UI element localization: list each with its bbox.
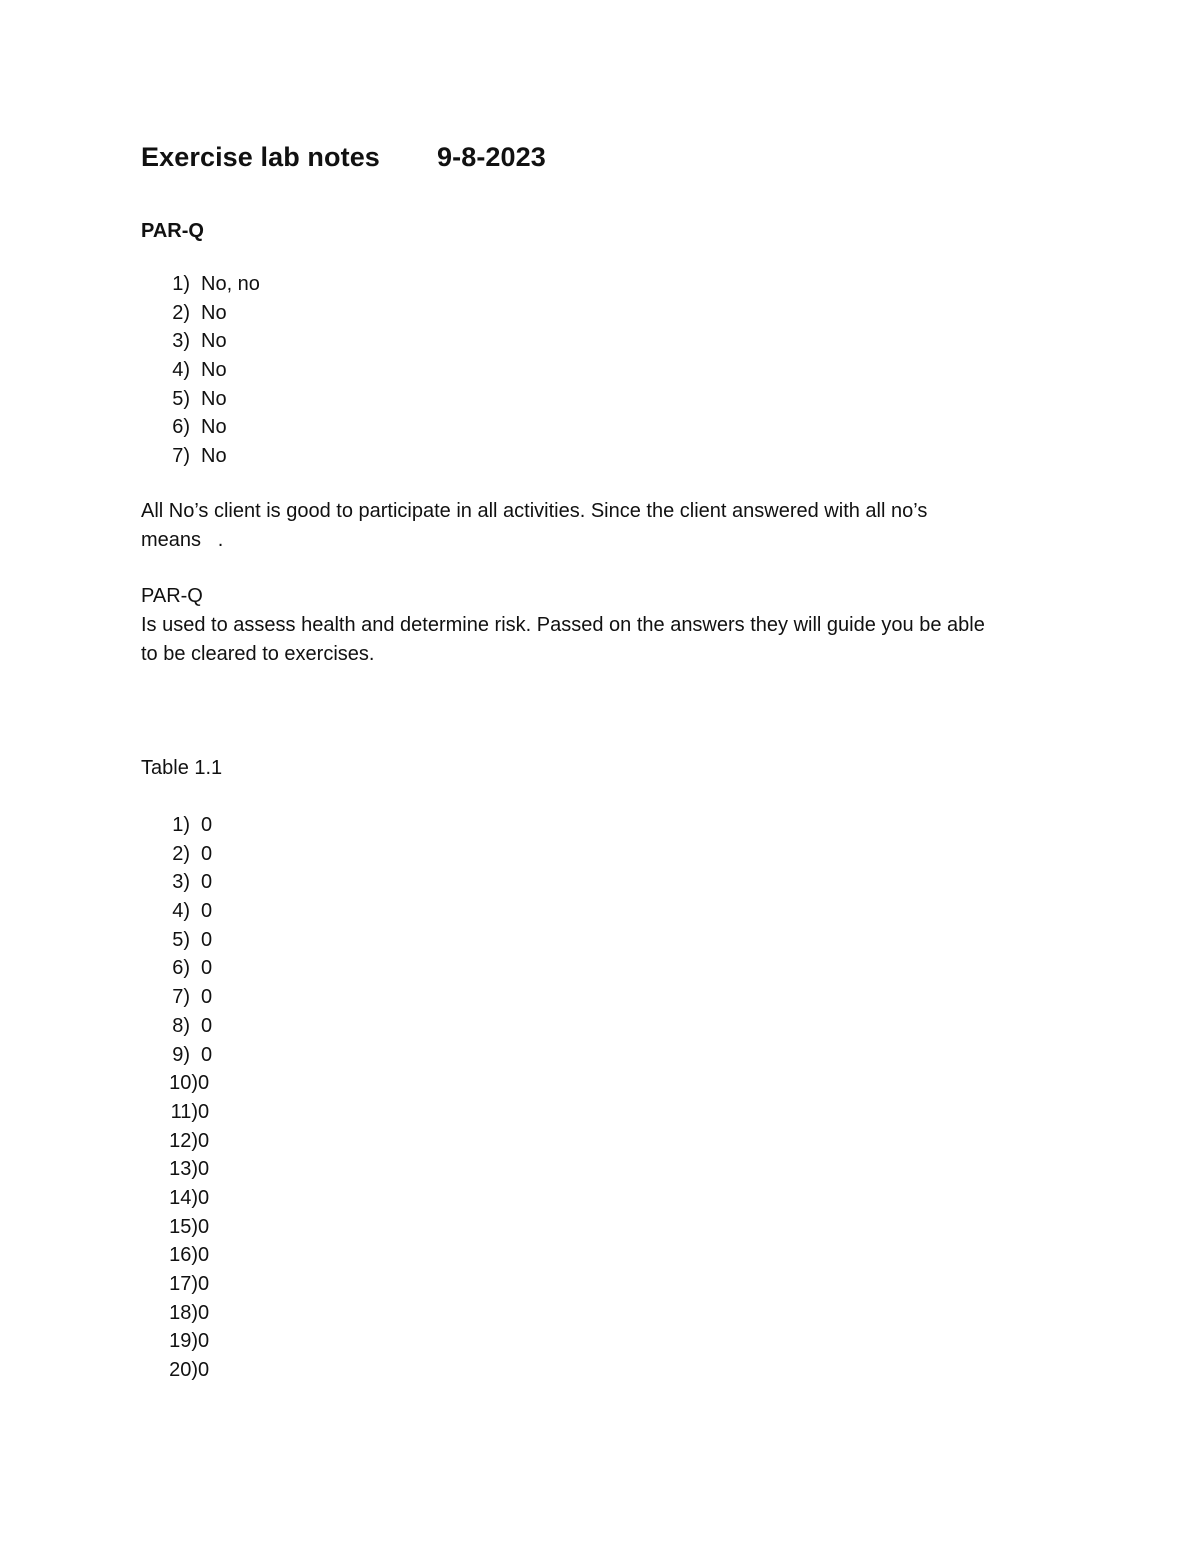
list-text: 0 bbox=[201, 814, 213, 837]
list-number: 17) bbox=[169, 1273, 198, 1296]
list-text: No bbox=[201, 330, 227, 353]
parq-description-line-2: to be cleared to exercises. bbox=[141, 642, 375, 665]
list-item bbox=[141, 811, 1071, 840]
list-text: 0 bbox=[201, 842, 213, 865]
list-item bbox=[141, 1098, 1071, 1127]
list-number: 12) bbox=[169, 1129, 198, 1152]
list-text: 0 bbox=[201, 1014, 213, 1037]
list-item bbox=[141, 299, 1071, 328]
list-item bbox=[141, 983, 1071, 1012]
list-text: No bbox=[201, 445, 227, 468]
summary-line-1: All No’s client is good to participate in all activities. Since the client answered with all no’s bbox=[141, 499, 928, 522]
list-item bbox=[141, 1270, 1071, 1299]
list-number: 2) bbox=[172, 842, 190, 865]
list-number: 20) bbox=[169, 1359, 198, 1382]
list-item bbox=[141, 897, 1071, 926]
list-text: 0 bbox=[198, 1273, 210, 1296]
list-number: 14) bbox=[169, 1186, 198, 1209]
list-text: 0 bbox=[198, 1158, 210, 1181]
list-item bbox=[141, 1356, 1071, 1385]
document-title: Exercise lab notes bbox=[141, 142, 380, 172]
list-text: 0 bbox=[201, 928, 213, 951]
list-text: 0 bbox=[201, 957, 213, 980]
list-number: 5) bbox=[172, 928, 190, 951]
list-text: 0 bbox=[198, 1330, 210, 1353]
list-item bbox=[141, 1012, 1071, 1041]
list-number: 3) bbox=[172, 330, 190, 353]
parq-heading: PAR-Q bbox=[141, 220, 204, 242]
list-item bbox=[141, 413, 1071, 442]
list-item bbox=[141, 840, 1071, 869]
list-number: 4) bbox=[172, 900, 190, 923]
parq-section-heading: PAR-Q bbox=[141, 585, 203, 608]
list-number: 10) bbox=[169, 1072, 198, 1095]
list-number: 11) bbox=[170, 1100, 198, 1123]
list-number: 1) bbox=[172, 814, 190, 837]
parq-description bbox=[141, 611, 1071, 668]
list-item bbox=[141, 1069, 1071, 1098]
list-text: 0 bbox=[198, 1359, 210, 1382]
list-number: 2) bbox=[172, 301, 190, 324]
list-number: 13) bbox=[169, 1158, 198, 1181]
list-text: 0 bbox=[201, 1043, 213, 1066]
title-row bbox=[141, 142, 1071, 182]
list-text: 0 bbox=[198, 1244, 210, 1267]
list-text: 0 bbox=[198, 1215, 210, 1238]
list-item bbox=[141, 954, 1071, 983]
list-number: 7) bbox=[172, 445, 190, 468]
list-number: 6) bbox=[172, 957, 190, 980]
list-number: 4) bbox=[172, 359, 190, 382]
list-number: 8) bbox=[172, 1014, 190, 1037]
document-body bbox=[141, 142, 1071, 1385]
list-number: 9) bbox=[172, 1043, 190, 1066]
list-item bbox=[141, 926, 1071, 955]
summary-line-2: means . bbox=[141, 528, 224, 551]
list-item bbox=[141, 356, 1071, 385]
list-number: 15) bbox=[169, 1215, 198, 1238]
list-text: 0 bbox=[198, 1301, 210, 1324]
list-text: 0 bbox=[201, 986, 213, 1009]
list-number: 6) bbox=[172, 416, 190, 439]
list-item bbox=[141, 1327, 1071, 1356]
parq-description-line-1: Is used to assess health and determine risk. Passed on the answers they will guide you be able bbox=[141, 613, 985, 636]
summary-paragraph bbox=[141, 497, 1071, 554]
list-item bbox=[141, 1213, 1071, 1242]
list-text: 0 bbox=[198, 1100, 210, 1123]
list-number: 5) bbox=[172, 387, 190, 410]
list-text: No bbox=[201, 301, 227, 324]
list-item bbox=[141, 1241, 1071, 1270]
list-number: 18) bbox=[169, 1301, 198, 1324]
list-item bbox=[141, 1041, 1071, 1070]
list-number: 3) bbox=[172, 871, 190, 894]
list-item bbox=[141, 442, 1071, 471]
list-item bbox=[141, 327, 1071, 356]
list-number: 19) bbox=[169, 1330, 198, 1353]
list-text: 0 bbox=[201, 871, 213, 894]
list-text: 0 bbox=[201, 900, 213, 923]
list-number: 1) bbox=[172, 273, 190, 295]
table-item-list bbox=[141, 811, 1071, 1385]
list-item bbox=[141, 385, 1071, 414]
list-item bbox=[141, 1299, 1071, 1328]
list-number: 7) bbox=[172, 986, 190, 1009]
list-item bbox=[141, 270, 1071, 299]
list-text: No bbox=[201, 359, 227, 382]
parq-answer-list bbox=[141, 270, 1071, 471]
list-text: 0 bbox=[198, 1186, 210, 1209]
document-date: 9-8-2023 bbox=[437, 142, 546, 172]
list-text: No, no bbox=[201, 273, 260, 295]
list-item bbox=[141, 1155, 1071, 1184]
list-text: 0 bbox=[198, 1072, 210, 1095]
list-item bbox=[141, 1127, 1071, 1156]
table-label: Table 1.1 bbox=[141, 757, 223, 780]
list-text: 0 bbox=[198, 1129, 210, 1152]
list-number: 16) bbox=[169, 1244, 198, 1267]
list-item bbox=[141, 868, 1071, 897]
list-text: No bbox=[201, 387, 227, 410]
list-item bbox=[141, 1184, 1071, 1213]
list-text: No bbox=[201, 416, 227, 439]
